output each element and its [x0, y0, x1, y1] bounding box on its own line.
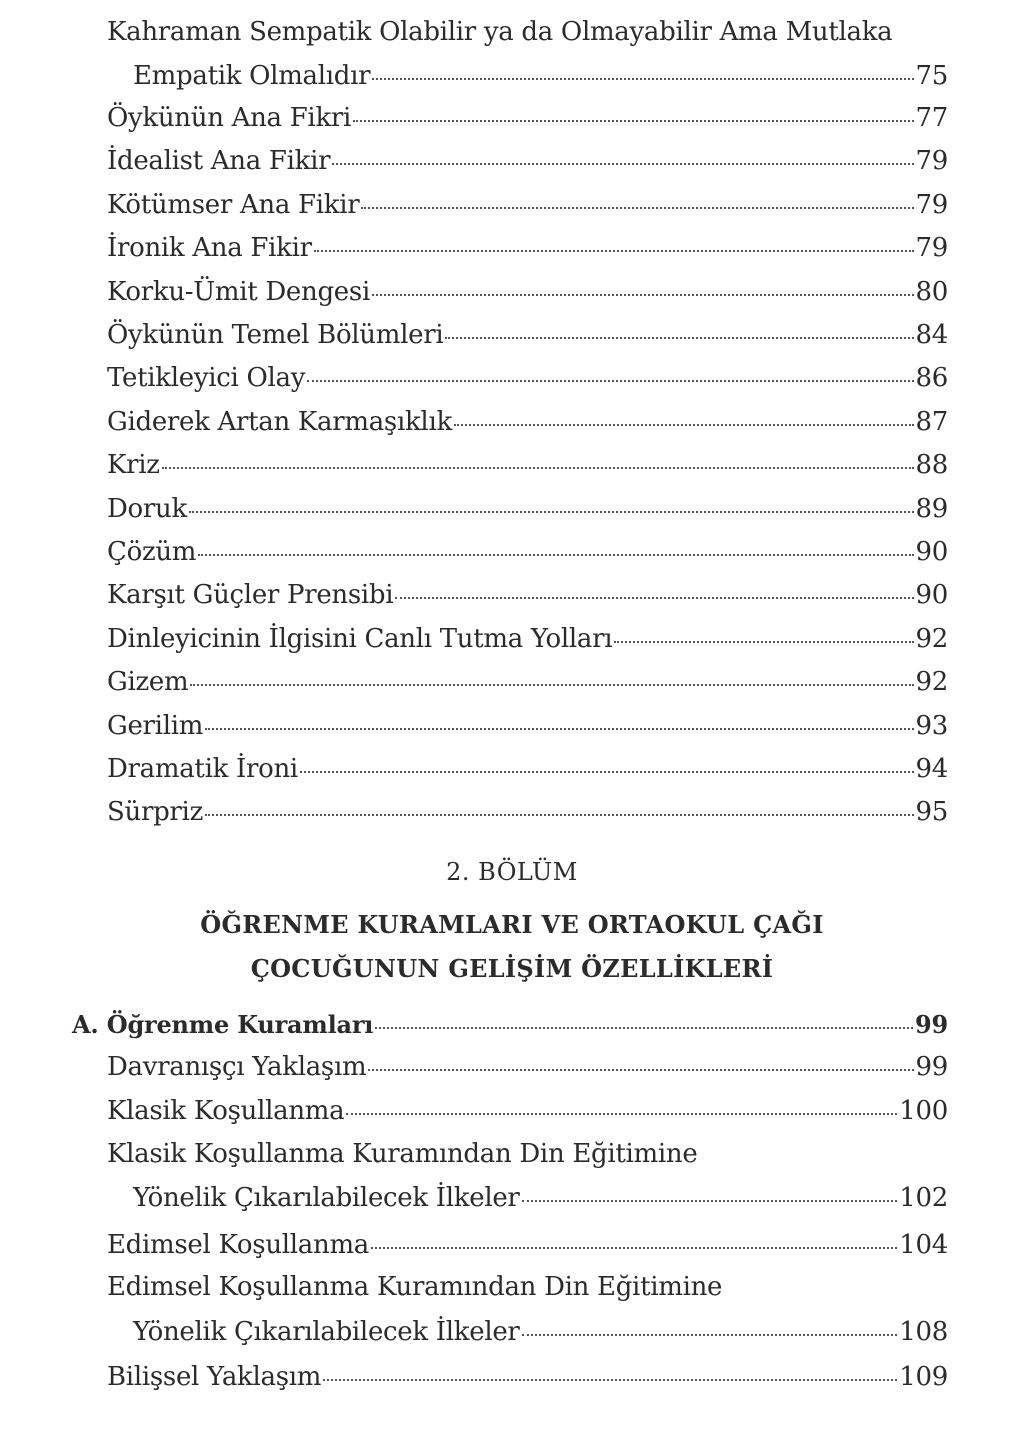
toc-entry-first-line: Edimsel Koşullanma Kuramından Din Eğitimine [107, 1272, 723, 1302]
toc-entry-page: 100 [899, 1096, 948, 1126]
toc-entry [107, 580, 948, 610]
toc-entry-page: 77 [915, 103, 948, 133]
dot-leader [198, 554, 913, 556]
toc-entry [133, 1317, 948, 1347]
dot-leader [614, 641, 913, 643]
dot-leader [189, 511, 914, 513]
toc-entry-first-line: Kahraman Sempatik Olabilir ya da Olmayabilir Ama Mutlaka [107, 17, 893, 47]
toc-entry-title: Edimsel Koşullanma [107, 1230, 370, 1260]
toc-entry-page: 75 [915, 61, 948, 91]
toc-entry-title: Dinleyicinin İlgisini Canlı Tutma Yolları [107, 624, 613, 654]
toc-entry-title: Öykünün Ana Fikri [107, 103, 352, 133]
dot-leader [368, 1069, 913, 1071]
toc-entry-title: Yönelik Çıkarılabilecek İlkeler [133, 1183, 520, 1213]
toc-entry-title: Giderek Artan Karmaşıklık [107, 407, 452, 437]
dot-leader [205, 728, 913, 730]
dot-leader [454, 424, 914, 426]
toc-entry-title: Bilişsel Yaklaşım [107, 1362, 322, 1392]
dot-leader [445, 337, 913, 339]
toc-entry-title: Yönelik Çıkarılabilecek İlkeler [133, 1317, 520, 1347]
toc-entry-title: Sürpriz [107, 797, 203, 827]
toc-entry [107, 190, 948, 220]
dot-leader [395, 597, 913, 599]
toc-entry-page: 90 [915, 537, 948, 567]
toc-entry [107, 277, 948, 307]
toc-entry [107, 233, 948, 263]
dot-leader [307, 380, 913, 382]
toc-entry-page: 79 [915, 146, 948, 176]
toc-entry [107, 1052, 948, 1082]
dot-leader [372, 294, 914, 296]
dot-leader [323, 1379, 897, 1381]
toc-entry-page: 79 [915, 190, 948, 220]
toc-entry [107, 1096, 948, 1126]
toc-entry [107, 450, 948, 480]
toc-entry-page: 80 [915, 277, 948, 307]
toc-entry-title: Gerilim [107, 711, 204, 741]
dot-leader [371, 1247, 897, 1249]
toc-entry-page: 88 [915, 450, 948, 480]
toc-entry [107, 363, 948, 393]
toc-entry-page: 92 [915, 624, 948, 654]
toc-entry-page: 84 [915, 320, 948, 350]
toc-entry-heading [72, 1010, 948, 1040]
toc-entry-page: 95 [915, 797, 948, 827]
dot-leader [162, 467, 914, 469]
toc-entry [107, 711, 948, 741]
toc-entry-page: 92 [915, 667, 948, 697]
dot-leader [372, 78, 913, 80]
toc-entry-page: 108 [899, 1317, 948, 1347]
dot-leader [300, 771, 914, 773]
toc-entry-title: Öykünün Temel Bölümleri [107, 320, 444, 350]
toc-entry-page: 89 [915, 494, 948, 524]
toc-entry [107, 494, 948, 524]
dot-leader [190, 684, 913, 686]
dot-leader [522, 1200, 898, 1202]
toc-entry [107, 624, 948, 654]
toc-entry-title: Çözüm [107, 537, 197, 567]
toc-entry [107, 667, 948, 697]
toc-entry-title: Davranışçı Yaklaşım [107, 1052, 367, 1082]
toc-entry-title: Kötümser Ana Fikir [107, 190, 360, 220]
toc-entry-page: 93 [915, 711, 948, 741]
toc-entry [107, 146, 948, 176]
toc-entry-page: 79 [915, 233, 948, 263]
toc-entry-page: 102 [899, 1183, 948, 1213]
toc-entry-page: 87 [915, 407, 948, 437]
toc-entry [107, 103, 948, 133]
toc-entry [107, 1362, 948, 1392]
dot-leader [332, 163, 913, 165]
toc-entry [107, 537, 948, 567]
toc-entry [107, 797, 948, 827]
toc-entry-title: İdealist Ana Fikir [107, 146, 331, 176]
dot-leader [346, 1113, 897, 1115]
toc-entry-title: Karşıt Güçler Prensibi [107, 580, 394, 610]
toc-entry-title: A. Öğrenme Kuramları [72, 1010, 374, 1039]
toc-entry-title: Klasik Koşullanma [107, 1096, 345, 1126]
section-title-line2: ÇOCUĞUNUN GELİŞİM ÖZELLİKLERİ [250, 954, 774, 983]
toc-entry-title: Empatik Olmalıdır [133, 61, 371, 91]
toc-entry-title: Doruk [107, 494, 187, 524]
toc-entry [107, 1230, 948, 1260]
dot-leader [205, 814, 914, 816]
toc-entry-page: 99 [915, 1052, 948, 1082]
dot-leader [361, 207, 913, 209]
toc-entry [107, 320, 948, 350]
toc-entry-page: 94 [915, 754, 948, 784]
toc-entry-page: 99 [915, 1010, 948, 1039]
toc-entry-page: 104 [899, 1230, 948, 1260]
toc-entry-title: Gizem [107, 667, 189, 697]
toc-entry-title: Dramatik İroni [107, 754, 298, 784]
toc-entry-title: Korku-Ümit Dengesi [107, 277, 370, 307]
dot-leader [375, 1027, 913, 1029]
toc-entry [133, 1183, 948, 1213]
toc-entry [133, 61, 948, 91]
toc-entry-title: Tetikleyici Olay [107, 363, 306, 393]
toc-entry-page: 90 [915, 580, 948, 610]
toc-entry-page: 86 [915, 363, 948, 393]
dot-leader [522, 1334, 898, 1336]
toc-entry-title: Kriz [107, 450, 160, 480]
toc-entry-page: 109 [899, 1362, 948, 1392]
toc-entry-title: İronik Ana Fikir [107, 233, 312, 263]
toc-entry [107, 754, 948, 784]
section-title-line1: ÖĞRENME KURAMLARI VE ORTAOKUL ÇAĞI [200, 910, 824, 939]
toc-entry [107, 407, 948, 437]
toc-entry-first-line: Klasik Koşullanma Kuramından Din Eğitimine [107, 1139, 698, 1169]
section-label: 2. BÖLÜM [446, 858, 578, 886]
dot-leader [314, 250, 914, 252]
dot-leader [353, 120, 913, 122]
